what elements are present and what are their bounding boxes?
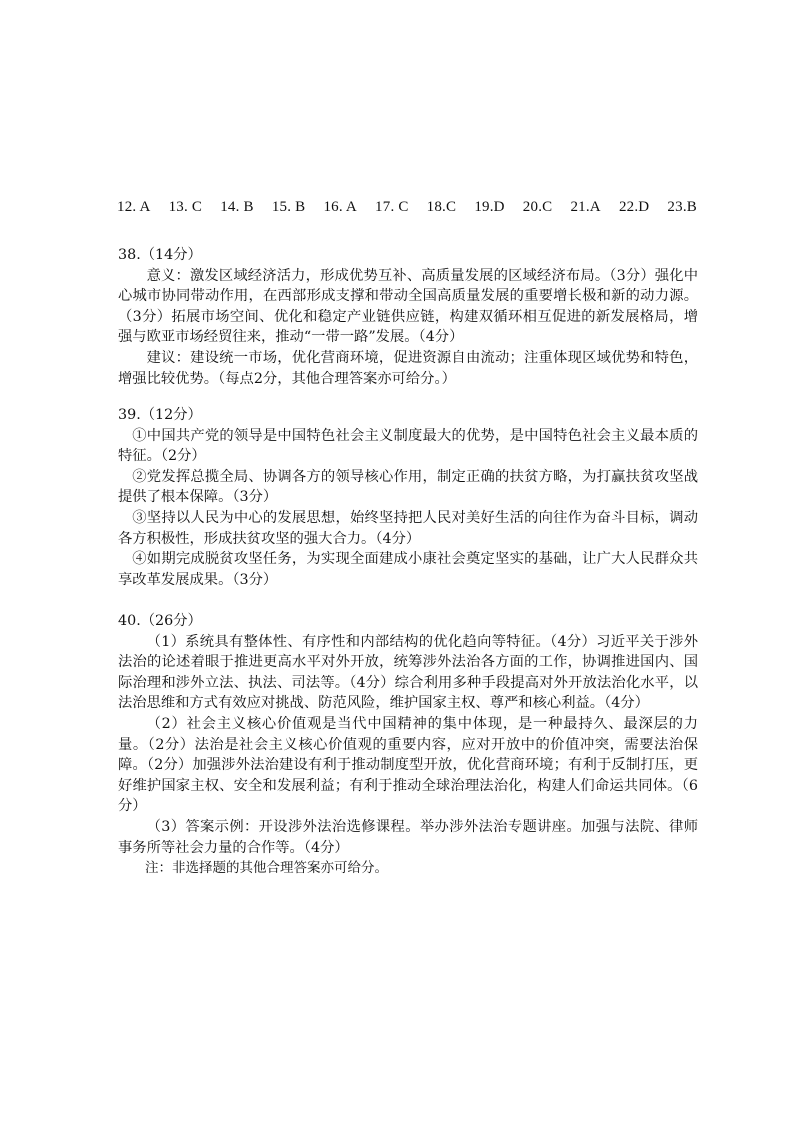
mc-answer: 21.A <box>570 199 601 215</box>
question-40-part-2: （2）社会主义核心价值观是当代中国精神的集中体现，是一种最持久、最深层的力量。（2分）法治是社会主义核心价值观的重要内容，应对开放中的价值冲突，需要法治保障。（2分）加强涉外法治建设有利于推动制度型开放，优化营商环境；有利于反制打压，更好维护国家主权、安全和发展利益；有利于推动全球治理法治化，构建人们命运共同体。（6分） <box>118 715 698 815</box>
question-39-point-4: ④如期完成脱贫攻坚任务，为实现全面建成小康社会奠定坚实的基础，让广大人民群众共享改革发展成果。（3分） <box>118 551 698 588</box>
mc-answer: 13. C <box>168 199 203 215</box>
question-38-significance: 意义：激发区域经济活力，形成优势互补、高质量发展的区域经济布局。（3分）强化中心城市协同带动作用，在西部形成支撑和带动全国高质量发展的重要增长极和新的动力源。（3分）拓展市场空间、优化和稳定产业链供应链，构建双循环相互促进的新发展格局，增强与欧亚市场经贸往来，推动“一带一路”发展。（4分） <box>118 267 698 346</box>
mc-answer: 18.C <box>426 199 457 215</box>
grading-note: 注：非选择题的其他合理答案亦可给分。 <box>145 860 388 877</box>
mc-answer: 17. C <box>375 199 409 215</box>
mc-answer: 16. A <box>323 199 357 215</box>
question-40-answer <box>118 611 698 879</box>
mc-answer: 22.D <box>618 199 650 215</box>
question-39-answer <box>118 405 698 590</box>
mc-answer: 23.B <box>667 199 697 215</box>
multiple-choice-answers <box>117 199 697 216</box>
question-39-point-1: ①中国共产党的领导是中国特色社会主义制度最大的优势，是中国特色社会主义最本质的特征。（2分） <box>118 427 698 465</box>
question-40-heading: 40.（26分） <box>118 613 202 629</box>
mc-answer: 20.C <box>522 199 553 215</box>
question-39-point-2: ②党发挥总揽全局、协调各方的领导核心作用，制定正确的扶贫方略，为打赢扶贫攻坚战提供了根本保障。（3分） <box>118 468 698 506</box>
mc-answer: 15. B <box>271 199 306 215</box>
question-38-suggestion: 建议：建设统一市场，优化营商环境，促进资源自由流动；注重体现区域优势和特色，增强比较优势。（每点2分，其他合理答案亦可给分。） <box>118 349 698 387</box>
question-40-part-1: （1）系统具有整体性、有序性和内部结构的优化趋向等特征。（4分）习近平关于涉外法治的论述着眼于推进更高水平对外开放，统筹涉外法治各方面的工作，协调推进国内、国际治理和涉外立法、执法、司法等。（4分）综合利用多种手段提高对外开放法治化水平，以法治思维和方式有效应对挑战、防范风险，维护国家主权、尊严和核心利益。（4分） <box>118 633 698 712</box>
mc-answer: 12. A <box>117 199 151 215</box>
question-38-answer <box>118 245 698 389</box>
question-38-heading: 38.（14分） <box>118 247 202 263</box>
mc-answer: 19.D <box>474 199 505 215</box>
question-40-part-3: （3）答案示例：开设涉外法治选修课程。举办涉外法治专题讲座。加强与法院、律师事务所等社会力量的合作等。（4分） <box>118 818 698 856</box>
question-39-point-3: ③坚持以人民为中心的发展思想，始终坚持把人民对美好生活的向往作为奋斗目标，调动各方积极性，形成扶贫攻坚的强大合力。（4分） <box>118 509 698 547</box>
question-39-heading: 39.（12分） <box>118 407 202 423</box>
mc-answer: 14. B <box>220 199 254 215</box>
